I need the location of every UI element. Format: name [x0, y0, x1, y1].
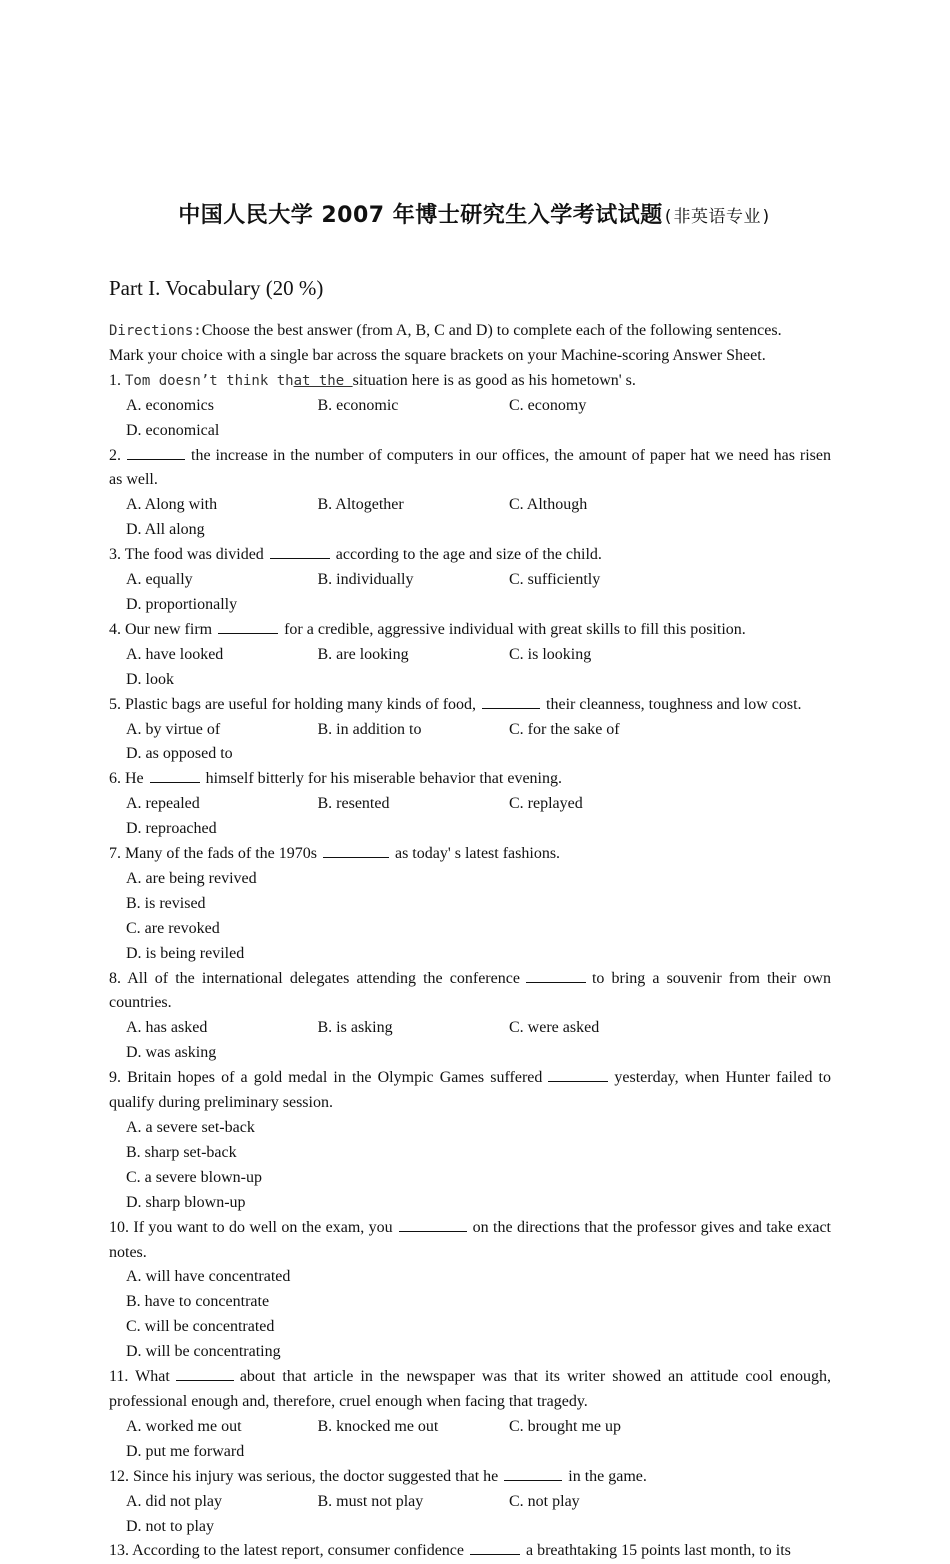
question-11: [109, 1365, 831, 1415]
question-stem: 5. Plastic bags are useful for holding many kinds of food,: [109, 695, 477, 713]
question-5: [109, 693, 831, 718]
options-7: [109, 867, 831, 967]
question-stem: 6. He: [109, 770, 144, 788]
question-9: [109, 1066, 831, 1116]
option-c[interactable]: C. will be concentrated: [126, 1318, 275, 1336]
option-c[interactable]: C. for the sake of: [509, 720, 620, 738]
options-11: [109, 1415, 831, 1465]
page-title: [0, 198, 950, 229]
option-c[interactable]: C. Although: [509, 496, 588, 514]
option-a[interactable]: A. did not play: [126, 1492, 222, 1510]
option-b[interactable]: B. sharp set-back: [126, 1143, 237, 1161]
options-3: [109, 568, 831, 618]
option-c[interactable]: C. sufficiently: [509, 571, 601, 589]
option-c[interactable]: C. were asked: [509, 1019, 600, 1037]
question-stem: 2.: [109, 446, 121, 464]
question-7: [109, 842, 831, 867]
options-2: [109, 493, 831, 543]
option-d[interactable]: D. All along: [126, 521, 205, 539]
question-stem: situation here is as good as his hometown' s.: [352, 371, 636, 389]
question-stem-underlined: at the: [293, 372, 353, 389]
answer-blank: [323, 842, 389, 858]
options-8: [109, 1016, 831, 1066]
options-9: [109, 1116, 831, 1216]
option-b[interactable]: B. individually: [317, 571, 414, 589]
question-3: [109, 543, 831, 568]
question-stem: himself bitterly for his miserable behavior that evening.: [205, 770, 562, 788]
option-d[interactable]: D. put me forward: [126, 1442, 245, 1460]
options-5: [109, 718, 831, 768]
option-b[interactable]: B. in addition to: [317, 720, 422, 738]
option-a[interactable]: A. a severe set-back: [126, 1119, 255, 1136]
option-b[interactable]: B. is revised: [126, 894, 206, 912]
question-8: [109, 967, 831, 1017]
answer-blank: [470, 1539, 520, 1555]
answer-blank: [548, 1066, 608, 1082]
options-6: [109, 792, 831, 842]
question-stem: 12. Since his injury was serious, the doctor suggested that he: [109, 1467, 499, 1485]
question-2: [109, 444, 831, 494]
answer-blank: [176, 1365, 234, 1381]
question-stem: a breathtaking 15 points last month, to its: [526, 1542, 791, 1560]
option-b[interactable]: B. is asking: [317, 1019, 393, 1037]
options-4: [109, 643, 831, 693]
question-stem: yesterday, when Hunter failed to qualify during preliminary session.: [109, 1069, 831, 1112]
option-a[interactable]: A. worked me out: [126, 1417, 242, 1435]
directions: [109, 319, 831, 369]
option-b[interactable]: B. knocked me out: [317, 1417, 439, 1435]
question-1: [109, 369, 831, 394]
answer-blank: [150, 767, 200, 783]
option-a[interactable]: A. will have concentrated: [126, 1268, 291, 1286]
answer-blank: [127, 444, 185, 460]
question-stem: 8. All of the international delegates attending the conference: [109, 969, 520, 987]
directions-label: Directions:: [109, 323, 202, 339]
question-stem: 4. Our new firm: [109, 620, 213, 638]
question-12: [109, 1465, 831, 1490]
question-stem: to bring a souvenir from their own countries.: [109, 969, 831, 1012]
question-stem: according to the age and size of the child.: [335, 546, 602, 564]
title-subtitle: (非英语专业): [662, 207, 772, 227]
option-c[interactable]: C. is looking: [509, 645, 592, 663]
question-stem: 11. What: [109, 1368, 170, 1386]
question-stem: about that article in the newspaper was that its writer showed an attitude cool enough, professional enough and, therefore, cruel enough when facing that tragedy.: [109, 1368, 832, 1410]
question-stem: on the directions that the professor gives and take exact notes.: [109, 1218, 831, 1261]
option-c[interactable]: C. brought me up: [509, 1417, 621, 1435]
option-d[interactable]: D. will be concentrating: [126, 1343, 281, 1361]
option-c[interactable]: C. are revoked: [126, 919, 220, 937]
question-stem: for a credible, aggressive individual with great skills to fill this position.: [284, 620, 746, 638]
option-d[interactable]: D. economical: [126, 421, 220, 439]
question-4: [109, 618, 831, 643]
question-stem: 1.: [109, 371, 125, 389]
question-stem: 9. Britain hopes of a gold medal in the Olympic Games suffered: [109, 1069, 543, 1087]
option-a[interactable]: A. have looked: [126, 645, 224, 663]
question-stem: 13. According to the latest report, consumer confidence: [109, 1542, 464, 1560]
option-d[interactable]: D. sharp blown-up: [126, 1193, 246, 1211]
option-a[interactable]: A. Along with: [126, 496, 218, 514]
option-b[interactable]: B. have to concentrate: [126, 1293, 270, 1311]
question-stem: their cleanness, toughness and low cost.: [546, 695, 802, 713]
option-c[interactable]: C. economy: [509, 396, 587, 414]
directions-line1: Choose the best answer (from A, B, C and D) to complete each of the following sentences.: [201, 322, 782, 339]
answer-blank: [482, 693, 540, 709]
answer-blank: [504, 1465, 562, 1481]
part-heading: Part I. Vocabulary (20 %): [109, 276, 324, 300]
option-d[interactable]: D. is being reviled: [126, 944, 245, 962]
answer-blank: [270, 543, 330, 559]
options-1: [109, 394, 831, 444]
option-a[interactable]: A. has asked: [126, 1019, 208, 1037]
question-stem: the increase in the number of computers in our offices, the amount of paper hat we need has risen as well.: [109, 446, 831, 489]
option-d[interactable]: D. proportionally: [126, 595, 238, 613]
answer-blank: [526, 967, 586, 983]
option-a[interactable]: A. economics: [126, 396, 214, 414]
option-a[interactable]: A. are being revived: [126, 869, 257, 887]
options-12: [109, 1490, 831, 1540]
question-body: [109, 319, 831, 1564]
answer-blank: [399, 1216, 467, 1232]
option-d[interactable]: D. as opposed to: [126, 745, 233, 763]
option-d[interactable]: D. was asking: [126, 1044, 217, 1062]
option-b[interactable]: B. are looking: [317, 645, 409, 663]
option-d[interactable]: D. reproached: [126, 820, 217, 838]
option-b[interactable]: B. must not play: [317, 1492, 424, 1510]
option-d[interactable]: D. look: [126, 670, 174, 688]
question-stem: 3. The food was divided: [109, 546, 264, 564]
option-d[interactable]: D. not to play: [126, 1517, 214, 1535]
options-10: [109, 1265, 831, 1365]
option-c[interactable]: C. not play: [509, 1492, 580, 1510]
directions-line2: Mark your choice with a single bar across the square brackets on your Machine-scoring Answer Sheet.: [109, 346, 766, 364]
question-6: [109, 767, 831, 792]
question-stem: 7. Many of the fads of the 1970s: [109, 845, 317, 863]
option-c[interactable]: C. a severe blown-up: [126, 1168, 262, 1186]
option-a[interactable]: A. equally: [126, 571, 193, 589]
option-a[interactable]: A. repealed: [126, 795, 200, 813]
question-10: [109, 1216, 831, 1266]
title-main: 中国人民大学 2007 年博士研究生入学考试试题: [178, 203, 663, 228]
answer-blank: [218, 618, 278, 634]
option-b[interactable]: B. resented: [317, 795, 390, 813]
question-stem: as today' s latest fashions.: [394, 845, 561, 863]
question-stem: in the game.: [568, 1467, 647, 1485]
question-stem-mono: Tom doesn’t think th: [125, 372, 294, 389]
option-a[interactable]: A. by virtue of: [126, 720, 221, 738]
option-c[interactable]: C. replayed: [509, 795, 583, 813]
question-13: [109, 1539, 831, 1564]
option-b[interactable]: B. economic: [317, 396, 399, 414]
option-b[interactable]: B. Altogether: [317, 496, 404, 514]
question-stem: 10. If you want to do well on the exam, you: [109, 1218, 393, 1236]
